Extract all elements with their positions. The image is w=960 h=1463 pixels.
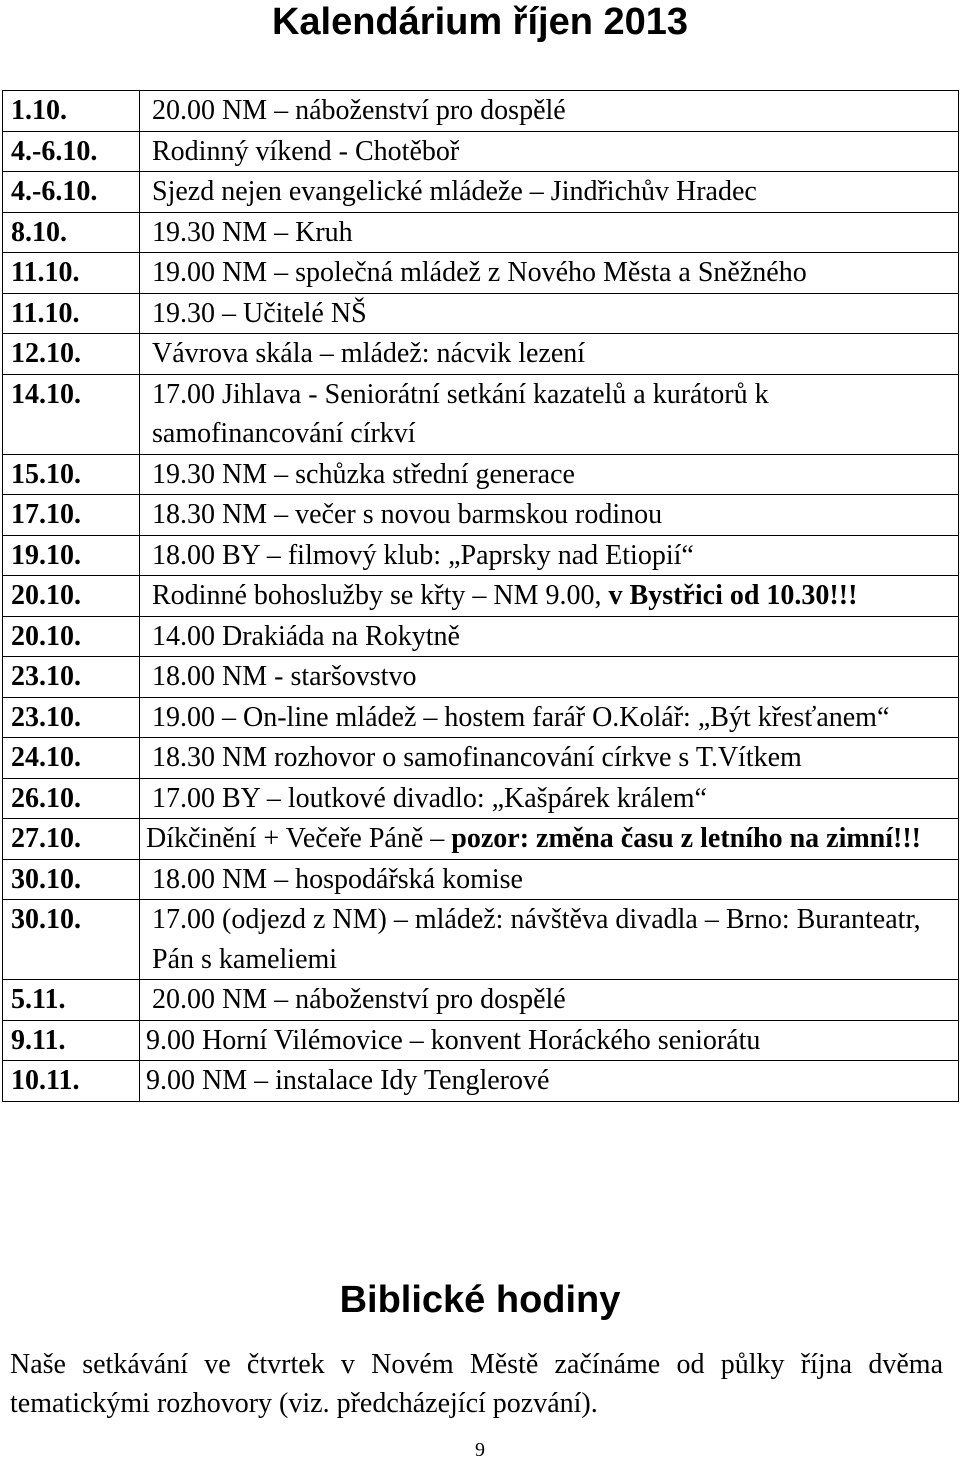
event-description	[140, 212, 959, 253]
event-date: 1.10.	[3, 91, 140, 132]
event-description	[140, 1061, 959, 1102]
event-text: 18.00 BY – filmový klub: „Paprsky nad Etiopií“	[152, 539, 694, 571]
calendar-row	[3, 697, 959, 738]
calendar-row	[3, 535, 959, 576]
event-date: 19.10.	[3, 535, 140, 576]
event-description	[140, 859, 959, 900]
calendar-row	[3, 172, 959, 213]
event-description	[140, 576, 959, 617]
event-description	[140, 738, 959, 779]
calendar-row	[3, 374, 959, 454]
event-date: 30.10.	[3, 859, 140, 900]
event-text: Díkčinění + Večeře Páně –	[146, 823, 452, 854]
event-date: 4.-6.10.	[3, 172, 140, 213]
event-description	[140, 253, 959, 294]
calendar-row	[3, 859, 959, 900]
event-highlight: v Bystřici od 10.30!!!	[608, 580, 858, 611]
event-description	[140, 616, 959, 657]
event-text: 9.00 NM – instalace Idy Tenglerové	[146, 1065, 550, 1096]
event-date: 4.-6.10.	[3, 131, 140, 172]
event-description	[140, 454, 959, 495]
calendar-row	[3, 293, 959, 334]
event-description	[140, 535, 959, 576]
event-text: Vávrova skála – mládež: nácvik lezení	[152, 338, 586, 369]
event-date: 8.10.	[3, 212, 140, 253]
event-text: Sjezd nejen evangelické mládeže – Jindřichův Hradec	[152, 176, 757, 207]
event-date: 23.10.	[3, 657, 140, 698]
event-date: 11.10.	[3, 293, 140, 334]
event-description	[140, 900, 959, 980]
event-description	[140, 293, 959, 334]
event-date: 17.10.	[3, 495, 140, 536]
event-date: 24.10.	[3, 738, 140, 779]
event-text: 17.00 Jihlava - Seniorátní setkání kazatelů a kurátorů k samofinancování církví	[152, 378, 769, 449]
event-date: 15.10.	[3, 454, 140, 495]
event-description	[140, 91, 959, 132]
calendar-row	[3, 657, 959, 698]
event-text: Rodinné bohoslužby se křty – NM 9.00,	[152, 580, 609, 611]
event-description	[140, 334, 959, 375]
event-description	[140, 131, 959, 172]
event-date: 30.10.	[3, 900, 140, 980]
page-title: Kalendárium říjen 2013	[271, 1, 689, 43]
event-description	[140, 980, 959, 1021]
calendar-row	[3, 1061, 959, 1102]
event-date: 9.11.	[3, 1020, 140, 1061]
event-text: 18.00 NM – hospodářská komise	[152, 863, 523, 895]
event-text: 18.00 NM - staršovstvo	[152, 661, 417, 692]
calendar-row	[3, 131, 959, 172]
calendar-row	[3, 778, 959, 819]
event-date: 27.10.	[3, 819, 140, 860]
section-title: Biblické hodiny	[339, 1279, 621, 1321]
calendar-row	[3, 900, 959, 980]
calendar-row	[3, 980, 959, 1021]
calendar-row	[3, 819, 959, 860]
event-text: 19.30 – Učitelé NŠ	[152, 297, 367, 329]
event-text: 17.00 (odjezd z NM) – mládež: návštěva divadla – Brno: Buranteatr, Pán s kameliemi	[152, 904, 921, 975]
event-date: 5.11.	[3, 980, 140, 1021]
calendar-row	[3, 91, 959, 132]
calendar-row	[3, 454, 959, 495]
event-date: 20.10.	[3, 616, 140, 657]
event-text: 19.30 NM – schůzka střední generace	[152, 458, 575, 490]
event-date: 23.10.	[3, 697, 140, 738]
calendar-row	[3, 576, 959, 617]
calendar-row	[3, 334, 959, 375]
calendar-row	[3, 1020, 959, 1061]
event-text: 20.00 NM – náboženství pro dospělé	[152, 95, 566, 126]
calendar-row	[3, 253, 959, 294]
event-date: 11.10.	[3, 253, 140, 294]
event-text: 17.00 BY – loutkové divadlo: „Kašpárek králem“	[152, 782, 707, 814]
event-date: 10.11.	[3, 1061, 140, 1102]
event-text: 14.00 Drakiáda na Rokytně	[152, 620, 460, 652]
page-number: 9	[475, 1439, 485, 1461]
event-text: 19.00 NM – společná mládež z Nového Města a Sněžného	[152, 257, 807, 288]
calendar-table	[2, 90, 959, 1102]
event-description	[140, 657, 959, 698]
event-text: 19.00 – On-line mládež – hostem farář O.Kolář: „Být křesťanem“	[152, 701, 890, 733]
event-date: 20.10.	[3, 576, 140, 617]
event-date: 12.10.	[3, 334, 140, 375]
event-text: 9.00 Horní Vilémovice – konvent Horáckého seniorátu	[146, 1024, 761, 1056]
calendar-body	[3, 91, 959, 1102]
event-description	[140, 495, 959, 536]
event-description	[140, 819, 959, 860]
event-description	[140, 1020, 959, 1061]
event-description	[140, 778, 959, 819]
section-paragraph: Naše setkávání ve čtvrtek v Novém Městě začínáme od půlky října dvěma tematickými rozhovory (viz. předcházející pozvání).	[10, 1349, 943, 1419]
calendar-row	[3, 212, 959, 253]
event-description	[140, 697, 959, 738]
calendar-row	[3, 616, 959, 657]
event-text: 20.00 NM – náboženství pro dospělé	[152, 984, 566, 1015]
event-text: Rodinný víkend - Chotěboř	[152, 135, 460, 167]
event-text: 18.30 NM rozhovor o samofinancování církve s T.Vítkem	[152, 742, 802, 773]
calendar-row	[3, 738, 959, 779]
event-date: 14.10.	[3, 374, 140, 454]
event-description	[140, 374, 959, 454]
event-text: 18.30 NM – večer s novou barmskou rodinou	[152, 499, 663, 530]
calendar-row	[3, 495, 959, 536]
event-highlight: pozor: změna času z letního na zimní!!!	[451, 823, 921, 854]
event-date: 26.10.	[3, 778, 140, 819]
event-description	[140, 172, 959, 213]
event-text: 19.30 NM – Kruh	[152, 216, 353, 248]
